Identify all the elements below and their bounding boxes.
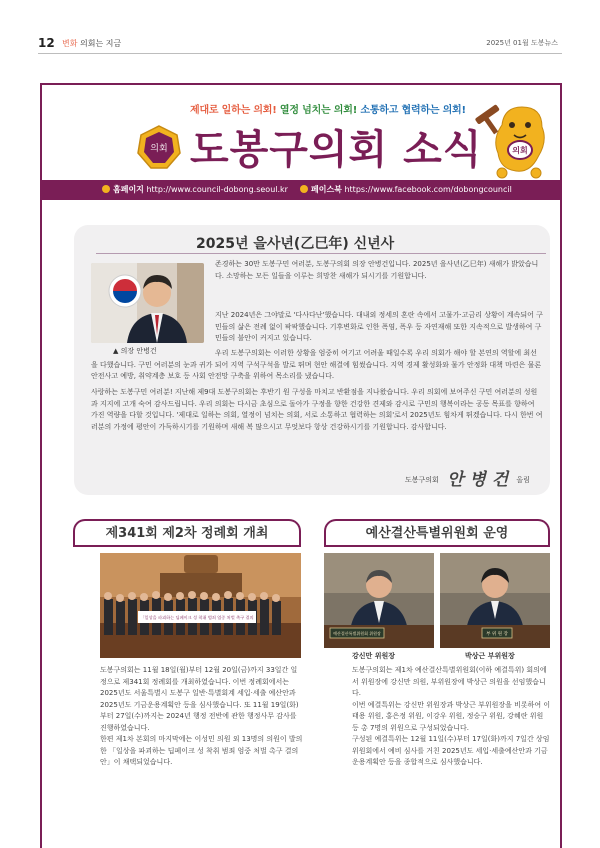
chairperson-caption: 강신만 위원장: [352, 652, 396, 660]
greeting-paragraph: 우리 도봉구의회는 이러한 상황을 엄중히 여기고 어려울 때일수록 우리 의회가 해야 할 본연의 역할에 최선을 다했습니다. 구민 여러분의 눈과 귀가 되어 지역 구석구석을 발로 뛰며 현안 해결에 힘썼습니다. 지역 경제 활성화와 물가 안정화 대책 마련은 물론 안전사고 예방, 취약계층 보호 등 사회 안전망 구축을 위하여 목소리를 냈습니다.: [91, 349, 542, 380]
committee-divider: [324, 545, 550, 547]
signature-prefix: 도봉구의회: [405, 476, 439, 484]
slogan-part-2: 열정 넘치는 의회!: [279, 105, 358, 116]
vice-chairperson-caption: 박상근 부위원장: [465, 652, 515, 660]
session-photo: [100, 553, 301, 658]
signature: 안 병 건: [447, 470, 509, 490]
session-body: 도봉구의회는 11월 18일(월)부터 12월 20일(금)까지 33일간 일정으로 제341회 정례회를 개최하였습니다. 이번 정례회에서는 2025년도 서울특별시 도봉구 일반·특별회계 세입·세출 예산안과 2025년도 기금운용계획안 등을 심사했습니다. 또 11월 19일(화)부터 27일(수)까지는 2024년 행정 전반에 관한 행정사무 감사를 진행하였습니다. 한편 제1차 본회의 마지막에는 이성민 의원 외 13명의 의원이 발의한 「일상을 파괴하는 딥페이크 성 착취 범죄 엄중 처벌 촉구 결의안」이 채택되었습니다.: [100, 666, 303, 766]
mascot-badge-text: 의회: [512, 146, 528, 155]
seal-text: 의회: [150, 144, 168, 154]
committee-title: 예산결산특별위원회 운영: [324, 519, 550, 546]
header-divider: [38, 53, 562, 54]
issue-label: 2025년 01월 도봉뉴스: [486, 39, 558, 47]
masthead-title: 도봉구의회 소식: [190, 127, 483, 173]
vice-chairperson-photo: [440, 553, 550, 648]
chairman-portrait: [91, 263, 204, 343]
mascot-icon: [472, 95, 552, 180]
facebook-label: 페이스북: [311, 185, 342, 194]
facebook-url: https://www.facebook.com/dobongcouncil: [344, 185, 512, 194]
portrait-caption: ▲ 의장 안병건: [113, 347, 157, 355]
council-seal-icon: [136, 124, 182, 170]
facebook-link[interactable]: [300, 184, 512, 195]
homepage-link[interactable]: [102, 184, 288, 195]
slogan-part-3: 소통하고 협력하는 의회!: [360, 105, 466, 116]
bullet-icon: [102, 185, 110, 193]
section-rest: 의회는 지금: [80, 39, 122, 48]
session-banner-text: 「일상을 파괴하는 딥페이크 성 착취 범죄 엄중 처벌 촉구 결의: [140, 615, 254, 620]
greeting-paragraph: 존경하는 30만 도봉구민 여러분, 도봉구의회 의장 안병건입니다. 2025년 을사년(乙巳年) 새해가 밝았습니다. 소망하는 모든 일들을 이루는 희망찬 새해가 되시기를 기원합니다.: [215, 260, 539, 280]
session-title: 제341회 제2차 정례회 개최: [73, 519, 301, 546]
greeting-paragraph: 지난 2024년은 그야말로 '다사다난'했습니다. 대내외 정세의 혼란 속에서 고물가·고금리 상황이 계속되어 구민들의 삶은 전례 없이 팍팍했습니다. 기후변화로 인한 폭염, 폭우 등 자연재해 또한 지속적으로 발생하여 구민들의 불안이 커지고 있습니다.: [215, 311, 543, 342]
nameplate-2-text: 부 위 원 장: [486, 632, 508, 637]
committee-body: 도봉구의회는 제1차 예산결산특별위원회(이하 예결특위) 회의에서 위원장에 강신만 의원, 부위원장에 박상근 의원을 선임했습니다. 이번 예결특위는 강신만 위원장과 박상근 부위원장을 비롯하여 이태용 위원, 홍은정 위원, 이강우 위원, 정승구 위원, 강혜란 위원 등 총 7명의 위원으로 구성되었습니다. 구성된 예결특위는 12월 11일(수)부터 17일(화)까지 7일간 상임위원회에서 예비 심사를 거친 2025년도 세입·세출예산안과 기금운용계획안 등을 종합적으로 심사했습니다.: [352, 666, 551, 766]
masthead-slogan: [190, 101, 466, 116]
greeting-title: 2025년 을사년(乙巳年) 신년사: [196, 236, 395, 252]
nameplate-1-text: 예산결산특별위원회 위원장: [333, 631, 381, 636]
greeting-paragraph: 사랑하는 도봉구민 여러분! 지난해 제9대 도봉구의회는 후반기 원 구성을 마치고 반환점을 지나왔습니다. 우리 의회에 보여주신 구민 여러분의 성원과 지지에 고개 숙여 감사드립니다. 우리 의회는 다시금 초심으로 돌아가 구정을 향한 건강한 견제와 감시로 구민의 행복이라는 공동 목표를 향하여 가진 역량을 다할 것입니다. '제대로 일하는 의회, 열정이 넘치는 의회, 서로 소통하고 협력하는 의회'로서 2025년도 힘차게 뛰겠습니다. 다시 한번 여러분의 가정에 평안이 가득하시기를 기원하며 새해 복 많으시고 무엇보다 항상 건강하시기를 기원합니다. 감사합니다.: [91, 388, 543, 431]
section-label: [62, 38, 121, 49]
signature-line: [405, 465, 530, 490]
bullet-icon: [300, 185, 308, 193]
slogan-part-1: 제대로 일하는 의회!: [190, 105, 277, 116]
running-header: [0, 0, 600, 60]
link-bar: [42, 180, 560, 200]
section-accent: 변화: [62, 39, 78, 48]
session-divider: [73, 545, 301, 547]
homepage-label: 홈페이지: [113, 185, 144, 194]
page-number: 12: [38, 36, 55, 50]
signature-suffix: 올림: [516, 476, 530, 484]
homepage-url: http://www.council-dobong.seoul.kr: [146, 185, 288, 194]
chairperson-photo: [324, 553, 434, 648]
greeting-divider: [96, 253, 546, 254]
